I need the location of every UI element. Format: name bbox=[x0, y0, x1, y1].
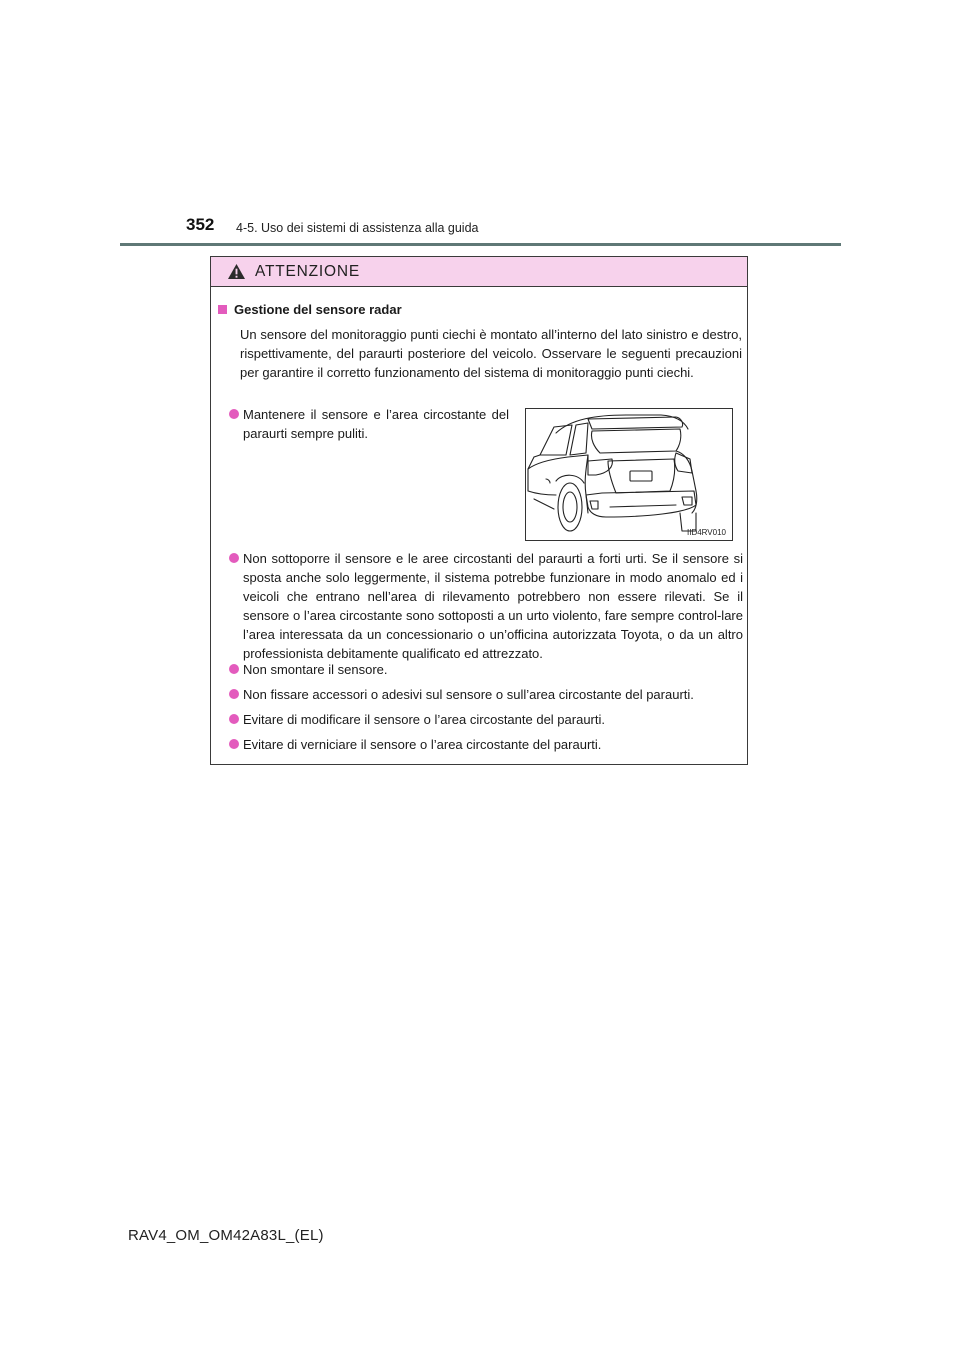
round-bullet-icon bbox=[229, 714, 239, 724]
round-bullet-icon bbox=[229, 553, 239, 563]
document-code: RAV4_OM_OM42A83L_(EL) bbox=[128, 1227, 324, 1244]
subheading-text: Gestione del sensore radar bbox=[234, 302, 402, 317]
illustration-code: IID4RV010 bbox=[687, 528, 726, 537]
warning-subheading bbox=[218, 302, 402, 317]
page-number: 352 bbox=[186, 215, 215, 234]
list-item-text: Mantenere il sensore e l’area circostante del paraurti sempre puliti. bbox=[243, 407, 509, 441]
list-item bbox=[229, 660, 743, 679]
header-rule bbox=[120, 243, 841, 246]
round-bullet-icon bbox=[229, 739, 239, 749]
list-item-text: Evitare di verniciare il sensore o l’area circostante del paraurti. bbox=[243, 737, 602, 752]
list-item bbox=[229, 685, 743, 704]
warning-header bbox=[211, 257, 747, 287]
section-title: 4-5. Uso dei sistemi di assistenza alla guida bbox=[236, 221, 479, 235]
warning-box bbox=[210, 256, 748, 765]
list-item bbox=[229, 735, 743, 754]
list-item-text: Non smontare il sensore. bbox=[243, 662, 388, 677]
list-item bbox=[229, 710, 743, 729]
list-item bbox=[229, 405, 509, 443]
warning-triangle-icon bbox=[227, 263, 246, 280]
list-item bbox=[229, 549, 743, 663]
round-bullet-icon bbox=[229, 409, 239, 419]
intro-paragraph: Un sensore del monitoraggio punti ciechi è montato all’interno del lato sinistro e destro, rispettivamente, del paraurti posteriore del veicolo. Osservare le seguenti precauzioni per garantire il corretto funzionamento del sistema di monitoraggio punti ciechi. bbox=[240, 327, 742, 380]
warning-title: ATTENZIONE bbox=[255, 262, 361, 280]
car-rear-drawing bbox=[526, 409, 732, 540]
list-item-text: Non sottoporre il sensore e le aree circostanti del paraurti a forti urti. Se il sensore si sposta anche solo leggermente, il sistema potrebbe funzionare in modo anomalo ed i veicoli che entrano nell’area di rilevamento potrebbero non essere rilevati. Se il sensore o l’area circostante sono sottoposti a un urto violento, fare sempre control-lare l’area interessata da un concessionario o un’officina autorizzata Toyota, o da un altro professionista debitamente qualificato ed attrezzato. bbox=[243, 551, 743, 661]
list-item-text: Evitare di modificare il sensore o l’area circostante del paraurti. bbox=[243, 712, 606, 727]
rear-bumper-illustration bbox=[525, 408, 733, 541]
round-bullet-icon bbox=[229, 689, 239, 699]
list-item-text: Non fissare accessori o adesivi sul sensore o sull’area circostante del paraurti. bbox=[243, 687, 694, 702]
round-bullet-icon bbox=[229, 664, 239, 674]
square-bullet-icon bbox=[218, 305, 227, 314]
